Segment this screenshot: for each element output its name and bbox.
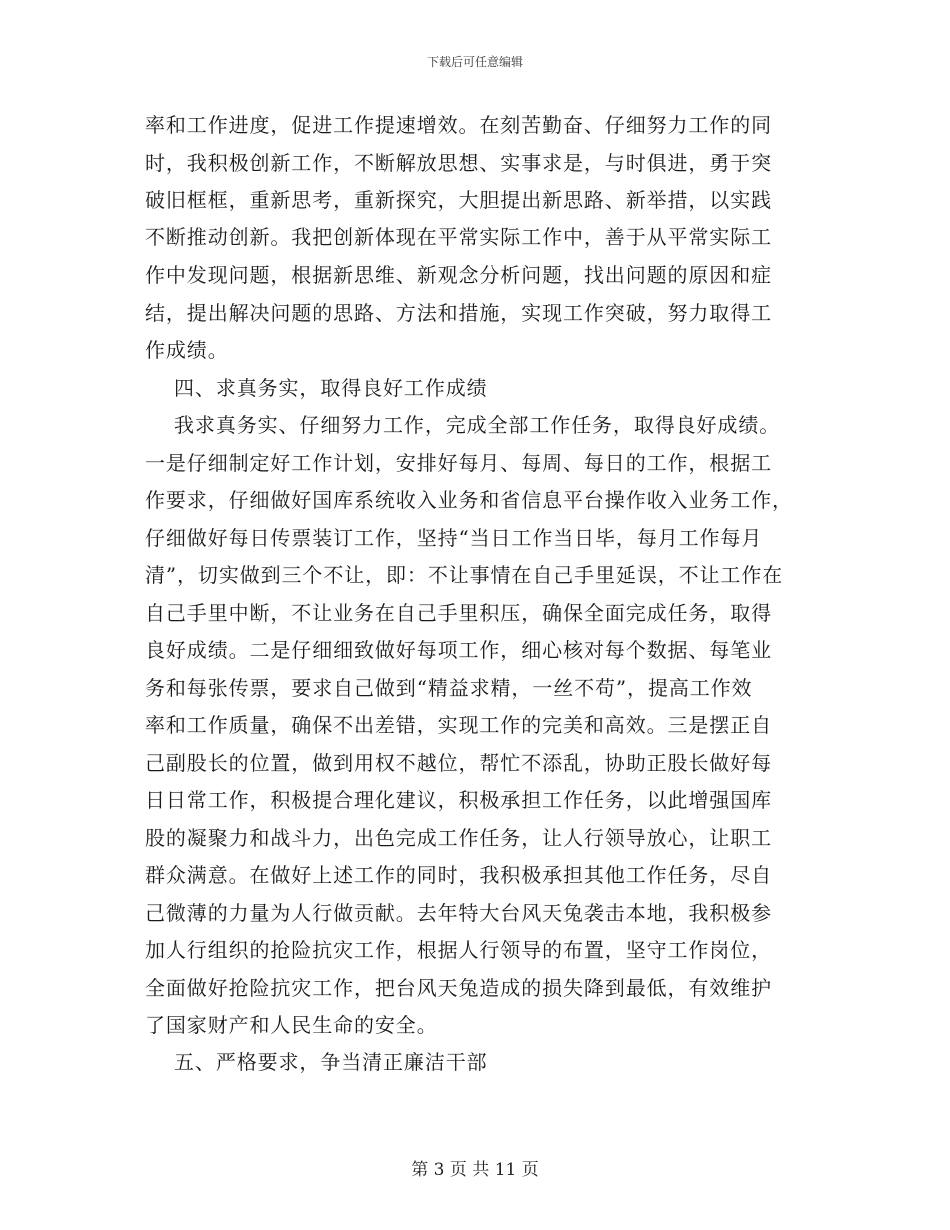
text-line: 五、严格要求，争当清正廉洁干部 [145,1050,488,1074]
text-line: 作要求，仔细做好国库系统收入业务和省信息平台操作收入业务工作， [145,488,793,512]
text-line: 作成绩。 [145,338,229,362]
page-footer: 第 3 页 共 11 页 [411,1160,539,1180]
text-line: 股的凝聚力和战斗力，出色完成工作任务，让人行领导放心，让职工 [145,826,772,850]
text-line: 我求真务实、仔细努力工作，完成全部工作任务，取得良好成绩。 [145,413,781,437]
text-line: 不断推动创新。我把创新体现在平常实际工作中，善于从平常实际工 [145,225,772,249]
text-line: 务和每张传票，要求自己做到“精益求精，一丝不苟”，提高工作效 [145,676,753,700]
text-line: 良好成绩。二是仔细细致做好每项工作，细心核对每个数据、每笔业 [145,638,772,662]
text-line: 全面做好抢险抗灾工作，把台风天兔造成的损失降到最低，有效维护 [145,976,772,1000]
page-header: 下载后可任意编辑 [426,55,523,69]
text-line: 群众满意。在做好上述工作的同时，我积极承担其他工作任务，尽自 [145,863,772,887]
text-line: 时，我积极创新工作，不断解放思想、实事求是，与时俱进，勇于突 [145,151,772,175]
text-line: 率和工作质量，确保不出差错，实现工作的完美和高效。三是摆正自 [145,713,772,737]
text-line: 己副股长的位置，做到用权不越位，帮忙不添乱，协助正股长做好每 [145,751,772,775]
text-line: 结，提出解决问题的思路、方法和措施，实现工作突破，努力取得工 [145,301,772,325]
text-line: 日日常工作，积极提合理化建议，积极承担工作任务，以此增强国库 [145,788,772,812]
text-line: 破旧框框，重新思考，重新探究，大胆提出新思路、新举措，以实践 [145,188,772,212]
text-line: 率和工作进度，促进工作提速增效。在刻苦勤奋、仔细努力工作的同 [145,113,772,137]
text-line: 自己手里中断，不让业务在自己手里积压，确保全面完成任务，取得 [145,601,772,625]
text-line: 了国家财产和人民生命的安全。 [145,1013,438,1037]
text-line: 一是仔细制定好工作计划，安排好每月、每周、每日的工作，根据工 [145,451,772,475]
text-line: 作中发现问题，根据新思维、新观念分析问题，找出问题的原因和症 [145,263,772,287]
text-line: 仔细做好每日传票装订工作，坚持“当日工作当日毕，每月工作每月 [145,526,763,550]
text-line: 加人行组织的抢险抗灾工作，根据人行领导的布置，坚守工作岗位， [145,938,772,962]
text-line: 清”，切实做到三个不让，即：不让事情在自己手里延误，不让工作在 [145,563,784,587]
text-line: 己微薄的力量为人行做贡献。去年特大台风天兔袭击本地，我积极参 [145,901,772,925]
text-line: 四、求真务实，取得良好工作成绩 [145,376,488,400]
